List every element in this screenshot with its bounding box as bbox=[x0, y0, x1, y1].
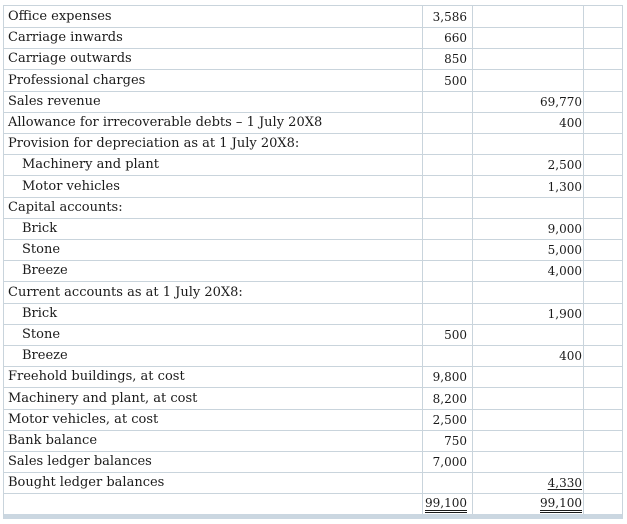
table-row bbox=[4, 430, 622, 452]
debit-amount: 3,586 bbox=[432, 10, 467, 24]
account-label: Allowance for irrecoverable debts – 1 July 20X8 bbox=[8, 115, 323, 130]
credit-total: 99,100 bbox=[540, 497, 582, 513]
credit-amount: 2,500 bbox=[547, 158, 582, 173]
credit-amount: 400 bbox=[559, 116, 582, 130]
account-label: Sales ledger balances bbox=[8, 454, 152, 470]
totals-row bbox=[4, 491, 622, 516]
table-row bbox=[4, 70, 622, 92]
debit-amount: 500 bbox=[444, 328, 467, 342]
table-row bbox=[4, 345, 622, 367]
table-row bbox=[4, 112, 622, 134]
table-row bbox=[4, 388, 622, 410]
table-row bbox=[4, 260, 622, 282]
credit-amount: 9,000 bbox=[547, 222, 582, 236]
table-row bbox=[4, 91, 622, 113]
account-label: Motor vehicles bbox=[22, 178, 120, 194]
account-label: Bank balance bbox=[8, 433, 98, 448]
credit-amount: 69,770 bbox=[540, 94, 582, 109]
credit-amount: 400 bbox=[559, 349, 582, 364]
account-label: Bought ledger balances bbox=[8, 475, 165, 491]
table-row bbox=[4, 154, 622, 176]
account-label: Breeze bbox=[22, 348, 68, 364]
account-label: Machinery and plant bbox=[22, 157, 160, 173]
table-row bbox=[4, 451, 622, 473]
credit-amount: 5,000 bbox=[547, 243, 582, 258]
table-row bbox=[4, 282, 622, 304]
table-row bbox=[4, 27, 622, 49]
credit-amount: 1,300 bbox=[547, 179, 582, 194]
debit-amount: 2,500 bbox=[432, 412, 467, 427]
credit-amount: 1,900 bbox=[547, 306, 582, 321]
table-row bbox=[4, 239, 622, 261]
debit-amount: 7,000 bbox=[432, 455, 467, 470]
debit-amount: 660 bbox=[444, 31, 467, 46]
credit-amount: 4,000 bbox=[547, 264, 582, 279]
account-label: Office expenses bbox=[8, 9, 112, 24]
account-label: Stone bbox=[22, 327, 61, 342]
account-label: Professional charges bbox=[8, 72, 146, 88]
account-label: Carriage inwards bbox=[8, 30, 123, 46]
table-row bbox=[4, 409, 622, 431]
account-label: Capital accounts: bbox=[8, 199, 123, 215]
account-label: Brick bbox=[22, 221, 58, 236]
table-row bbox=[4, 218, 622, 240]
account-label: Current accounts as at 1 July 20X8: bbox=[8, 284, 243, 300]
debit-amount: 500 bbox=[444, 73, 467, 88]
account-label: Freehold buildings, at cost bbox=[8, 369, 185, 385]
account-label: Sales revenue bbox=[8, 93, 101, 109]
account-label: Provision for depreciation as at 1 July 20X8: bbox=[8, 136, 300, 152]
table-row bbox=[4, 324, 622, 346]
account-label: Machinery and plant, at cost bbox=[8, 390, 198, 406]
account-label: Stone bbox=[22, 242, 61, 258]
account-label: Brick bbox=[22, 305, 58, 321]
table-row bbox=[4, 366, 622, 388]
debit-amount: 9,800 bbox=[432, 370, 467, 385]
table-row bbox=[4, 303, 622, 325]
debit-total: 99,100 bbox=[425, 497, 467, 513]
debit-amount: 850 bbox=[444, 52, 467, 67]
table-row bbox=[4, 176, 622, 198]
table-row bbox=[4, 48, 622, 70]
credit-amount: 4,330 bbox=[547, 476, 582, 491]
table-row bbox=[4, 6, 622, 28]
table-row bbox=[4, 197, 622, 219]
account-label: Motor vehicles, at cost bbox=[8, 411, 159, 427]
debit-amount: 8,200 bbox=[432, 391, 467, 406]
debit-amount: 750 bbox=[444, 434, 467, 448]
account-label: Carriage outwards bbox=[8, 51, 132, 67]
table-row bbox=[4, 133, 622, 155]
account-label: Breeze bbox=[22, 263, 68, 279]
